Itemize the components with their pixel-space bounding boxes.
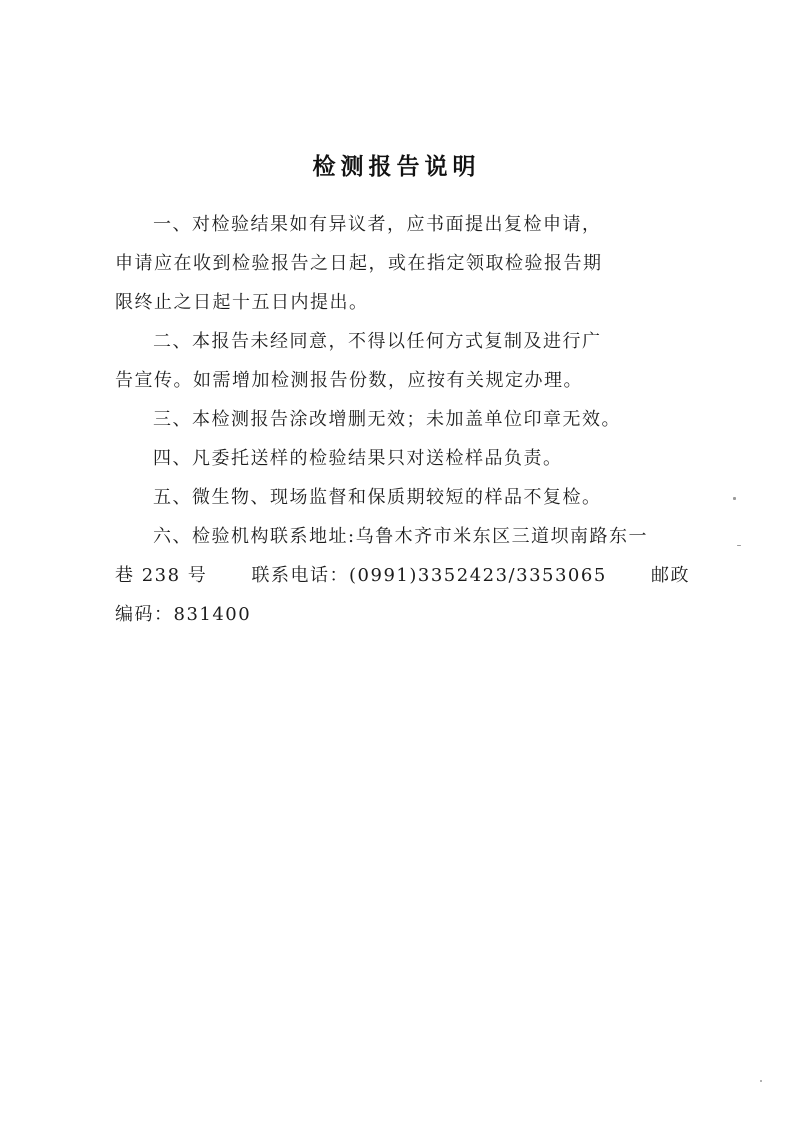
scan-speck bbox=[737, 545, 741, 546]
clause-3-line-1: 三、本检测报告涂改增删无效；未加盖单位印章无效。 bbox=[153, 409, 621, 430]
clause-1-line-2: 申请应在收到检验报告之日起，或在指定领取检验报告期 bbox=[115, 253, 603, 274]
contact-postal-code: 编码：831400 bbox=[115, 604, 252, 625]
clause-2-line-1: 二、本报告未经同意，不得以任何方式复制及进行广 bbox=[153, 331, 602, 352]
clause-2-line-2: 告宣传。如需增加检测报告份数，应按有关规定办理。 bbox=[115, 370, 583, 391]
contact-address-line: 六、检验机构联系地址:乌鲁木齐市米东区三道坝南路东一 bbox=[153, 526, 649, 547]
clause-2 bbox=[115, 322, 690, 400]
clause-3 bbox=[115, 400, 690, 439]
clause-1 bbox=[115, 205, 690, 322]
contact-address-continuation: 巷 238 号 bbox=[115, 565, 208, 586]
contact-row bbox=[115, 556, 690, 595]
clause-1-line-1: 一、对检验结果如有异议者，应书面提出复检申请， bbox=[153, 214, 602, 235]
document-title: 检测报告说明 bbox=[312, 154, 481, 180]
clause-1-line-3: 限终止之日起十五日内提出。 bbox=[115, 292, 369, 313]
contact-postal-label: 邮政 bbox=[651, 565, 690, 586]
clause-4-line-1: 四、凡委托送样的检验结果只对送检样品负责。 bbox=[153, 448, 563, 469]
clause-5-line-1: 五、微生物、现场监督和保质期较短的样品不复检。 bbox=[153, 487, 602, 508]
scan-speck bbox=[760, 1080, 762, 1082]
document-body bbox=[115, 205, 690, 634]
clause-5 bbox=[115, 478, 690, 517]
clause-6-contact bbox=[115, 517, 690, 634]
clause-4 bbox=[115, 439, 690, 478]
contact-phone: 联系电话：(0991)3352423/3353065 bbox=[251, 565, 607, 586]
scan-speck bbox=[733, 497, 736, 500]
